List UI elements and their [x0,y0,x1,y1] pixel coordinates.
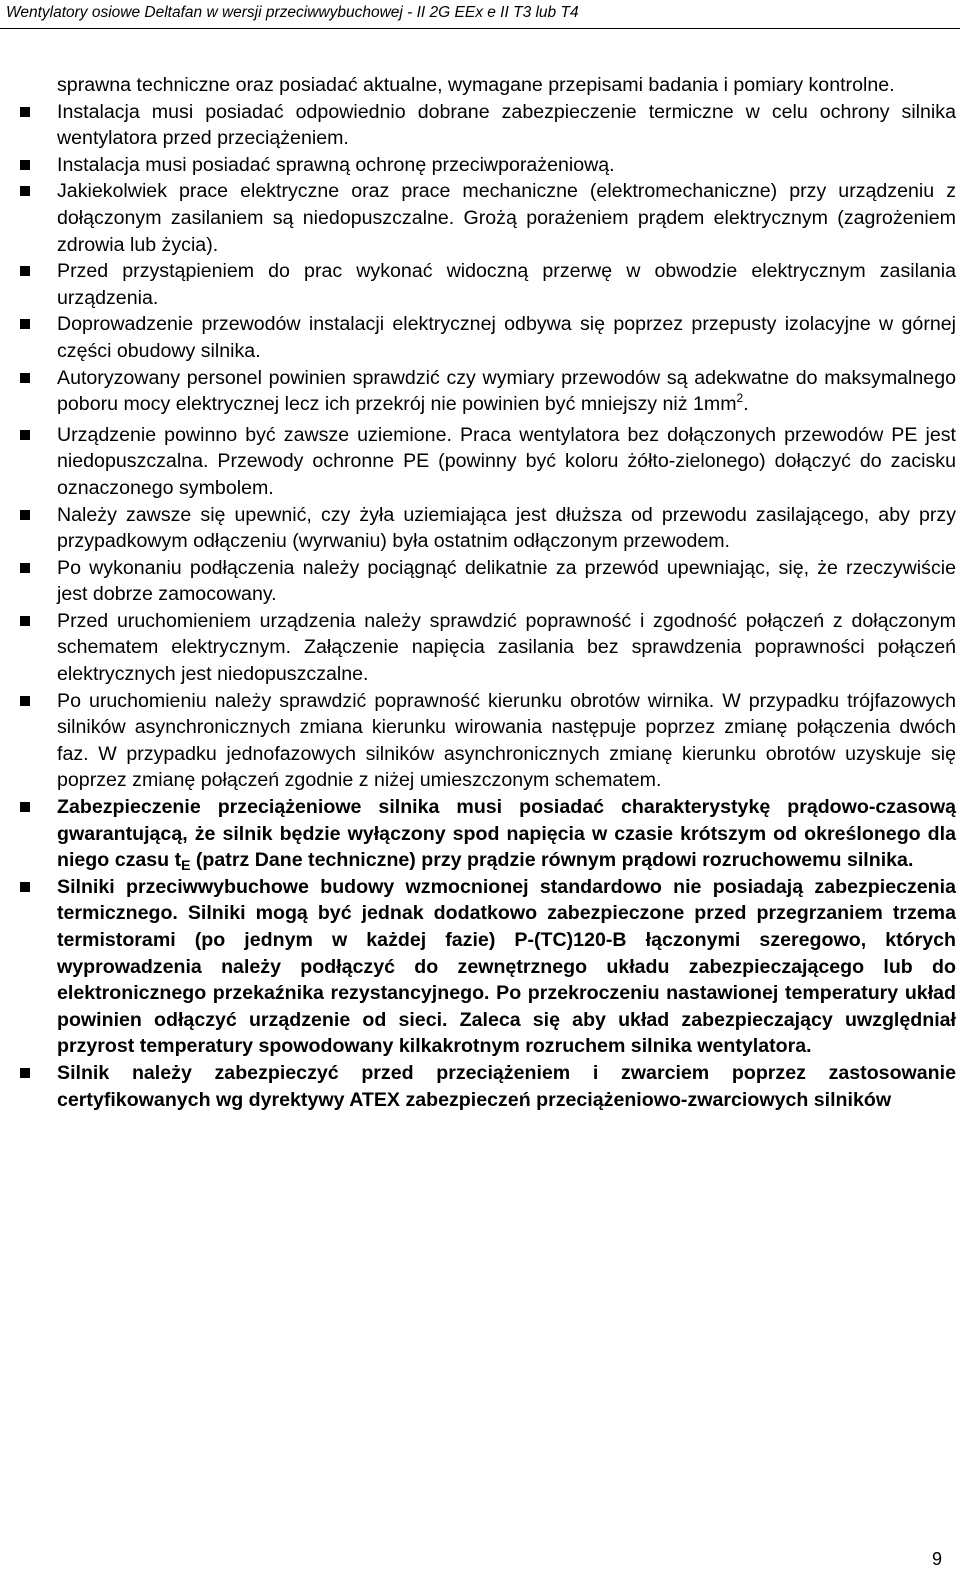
list-item [20,608,956,688]
superscript: 2 [736,391,744,406]
list-item [20,794,956,874]
list-item [20,422,956,502]
list-item [20,688,956,794]
text-segment: . [743,393,749,416]
list-item-text [57,365,956,418]
page-number: 9 [932,1549,943,1569]
list-item-text: Urządzenie powinno być zawsze uziemione. Praca wentylatora bez dołączonych przewodów PE jest niedopuszczalna. Przewody ochronne PE (powinny być koloru żółto-zielonego) dołączyć do zacisku oznaczonego symbolem. [57,423,956,499]
text-segment: Zabezpieczenie przeciążeniowe silnika musi posiadać charakterystykę prądowo-czasową gwarantującą, że silnik będzie wyłączony spod napięcia w czasie krótszym od określonego dla niego czasu t [57,796,956,872]
list-item [20,502,956,555]
list-item [20,1060,956,1113]
list-item [20,178,956,258]
bullet-icon [20,430,30,440]
list-item-text: Silnik należy zabezpieczyć przed przeciążeniem i zwarciem poprzez zastosowanie certyfikowanych wg dyrektywy ATEX zabezpieczeń przeciążeniowo-zwarciowych silników [57,1061,956,1111]
list-item-text: Po wykonaniu podłączenia należy pociągnąć delikatnie za przewód upewniając, się, że rzeczywiście jest dobrze zamocowany. [57,556,956,606]
header-title: Wentylatory osiowe Deltafan w wersji przeciwwybuchowej - II 2G EEx e II T3 lub T4 [6,4,579,21]
list-item-text: Instalacja musi posiadać odpowiednio dobrane zabezpieczenie termiczne w celu ochrony silnika wentylatora przed przeciążeniem. [57,100,956,150]
bullet-icon [20,373,30,383]
list-item-text: Instalacja musi posiadać sprawną ochronę przeciwporażeniową. [57,153,615,176]
bullet-icon [20,563,30,573]
bullet-icon [20,1068,30,1078]
bullet-icon [20,319,30,329]
intro-paragraph: sprawna techniczne oraz posiadać aktualne, wymagane przepisami badania i pomiary kontrolne. [57,74,895,96]
text-segment: (patrz Dane techniczne) przy prądzie równym prądowi rozruchowemu silnika. [190,849,914,872]
list-item [20,152,956,179]
bullet-icon [20,107,30,117]
list-item [20,555,956,608]
bullet-icon [20,186,30,196]
page-header [0,0,960,29]
list-item [20,311,956,364]
list-item [20,365,956,418]
list-item-text: Jakiekolwiek prace elektryczne oraz prace mechaniczne (elektromechaniczne) przy urządzeniu z dołączonym zasilaniem są niedopuszczalne. Grożą porażeniem prądem elektrycznym (zagrożeniem zdrowia lub życia). [57,180,956,256]
list-item [20,258,956,311]
bullet-icon [20,882,30,892]
list-item-text: Po uruchomieniu należy sprawdzić poprawność kierunku obrotów wirnika. W przypadku trójfazowych silników asynchronicznych zmiana kierunku wirowania następuje poprzez zmianę połączenia dwóch faz. W przypadku jednofazowych silników asynchronicznych zmianę kierunku obrotów uzyskuje się poprzez zmianę połączeń zgodnie z niżej umieszczonym schematem. [57,689,956,792]
bullet-icon [20,802,30,812]
list-item-text: Przed przystąpieniem do prac wykonać widoczną przerwę w obwodzie elektrycznym zasilania urządzenia. [57,260,956,309]
bullet-icon [20,510,30,520]
bullet-icon [20,616,30,626]
list-item-text: Doprowadzenie przewodów instalacji elektrycznej odbywa się poprzez przepusty izolacyjne w górnej części obudowy silnika. [57,313,956,362]
list-item-text: Należy zawsze się upewnić, czy żyła uziemiająca jest dłuższa od przewodu zasilającego, aby przy przypadkowym odłączeniu (wyrwaniu) była ostatnim odłączonym przewodem. [57,503,956,553]
list-item-text [57,794,956,874]
document-body [20,72,956,1113]
subscript: E [181,857,191,874]
list-item-text: Przed uruchomieniem urządzenia należy sprawdzić poprawność i zgodność połączeń z dołączonym schematem elektrycznym. Załączenie napięcia zasilania bez sprawdzenia poprawności połączeń elektrycznych jest niedopuszczalne. [57,609,956,686]
list-item-text: Silniki przeciwwybuchowe budowy wzmocnionej standardowo nie posiadają zabezpieczenia termicznego. Silniki mogą być jednak dodatkowo zabezpieczone przed przegrzaniem trzema termistorami (po jednym w każdej fazie) P-(TC)120-B łączonymi szeregowo, których wyprowadzenia należy podłączyć do zewnętrznego układu zabezpieczającego lub do elektronicznego przekaźnika rezystancyjnego. Po przekroczeniu nastawionej temperatury układ powinien odłączyć urządzenie od sieci. Zaleca się aby układ zabezpieczający uwzględniał przyrost temperatury spowodowany kilkakrotnym rozruchem silnika wentylatora. [57,875,956,1058]
bullet-icon [20,160,30,170]
list-item [20,874,956,1060]
text-segment: Autoryzowany personel powinien sprawdzić czy wymiary przewodów są adekwatne do maksymalnego poboru mocy elektrycznej lecz ich przekrój nie powinien być mniejszy niż 1mm [57,366,956,416]
bullet-icon [20,266,30,276]
list-item [20,99,956,152]
bullet-icon [20,696,30,706]
